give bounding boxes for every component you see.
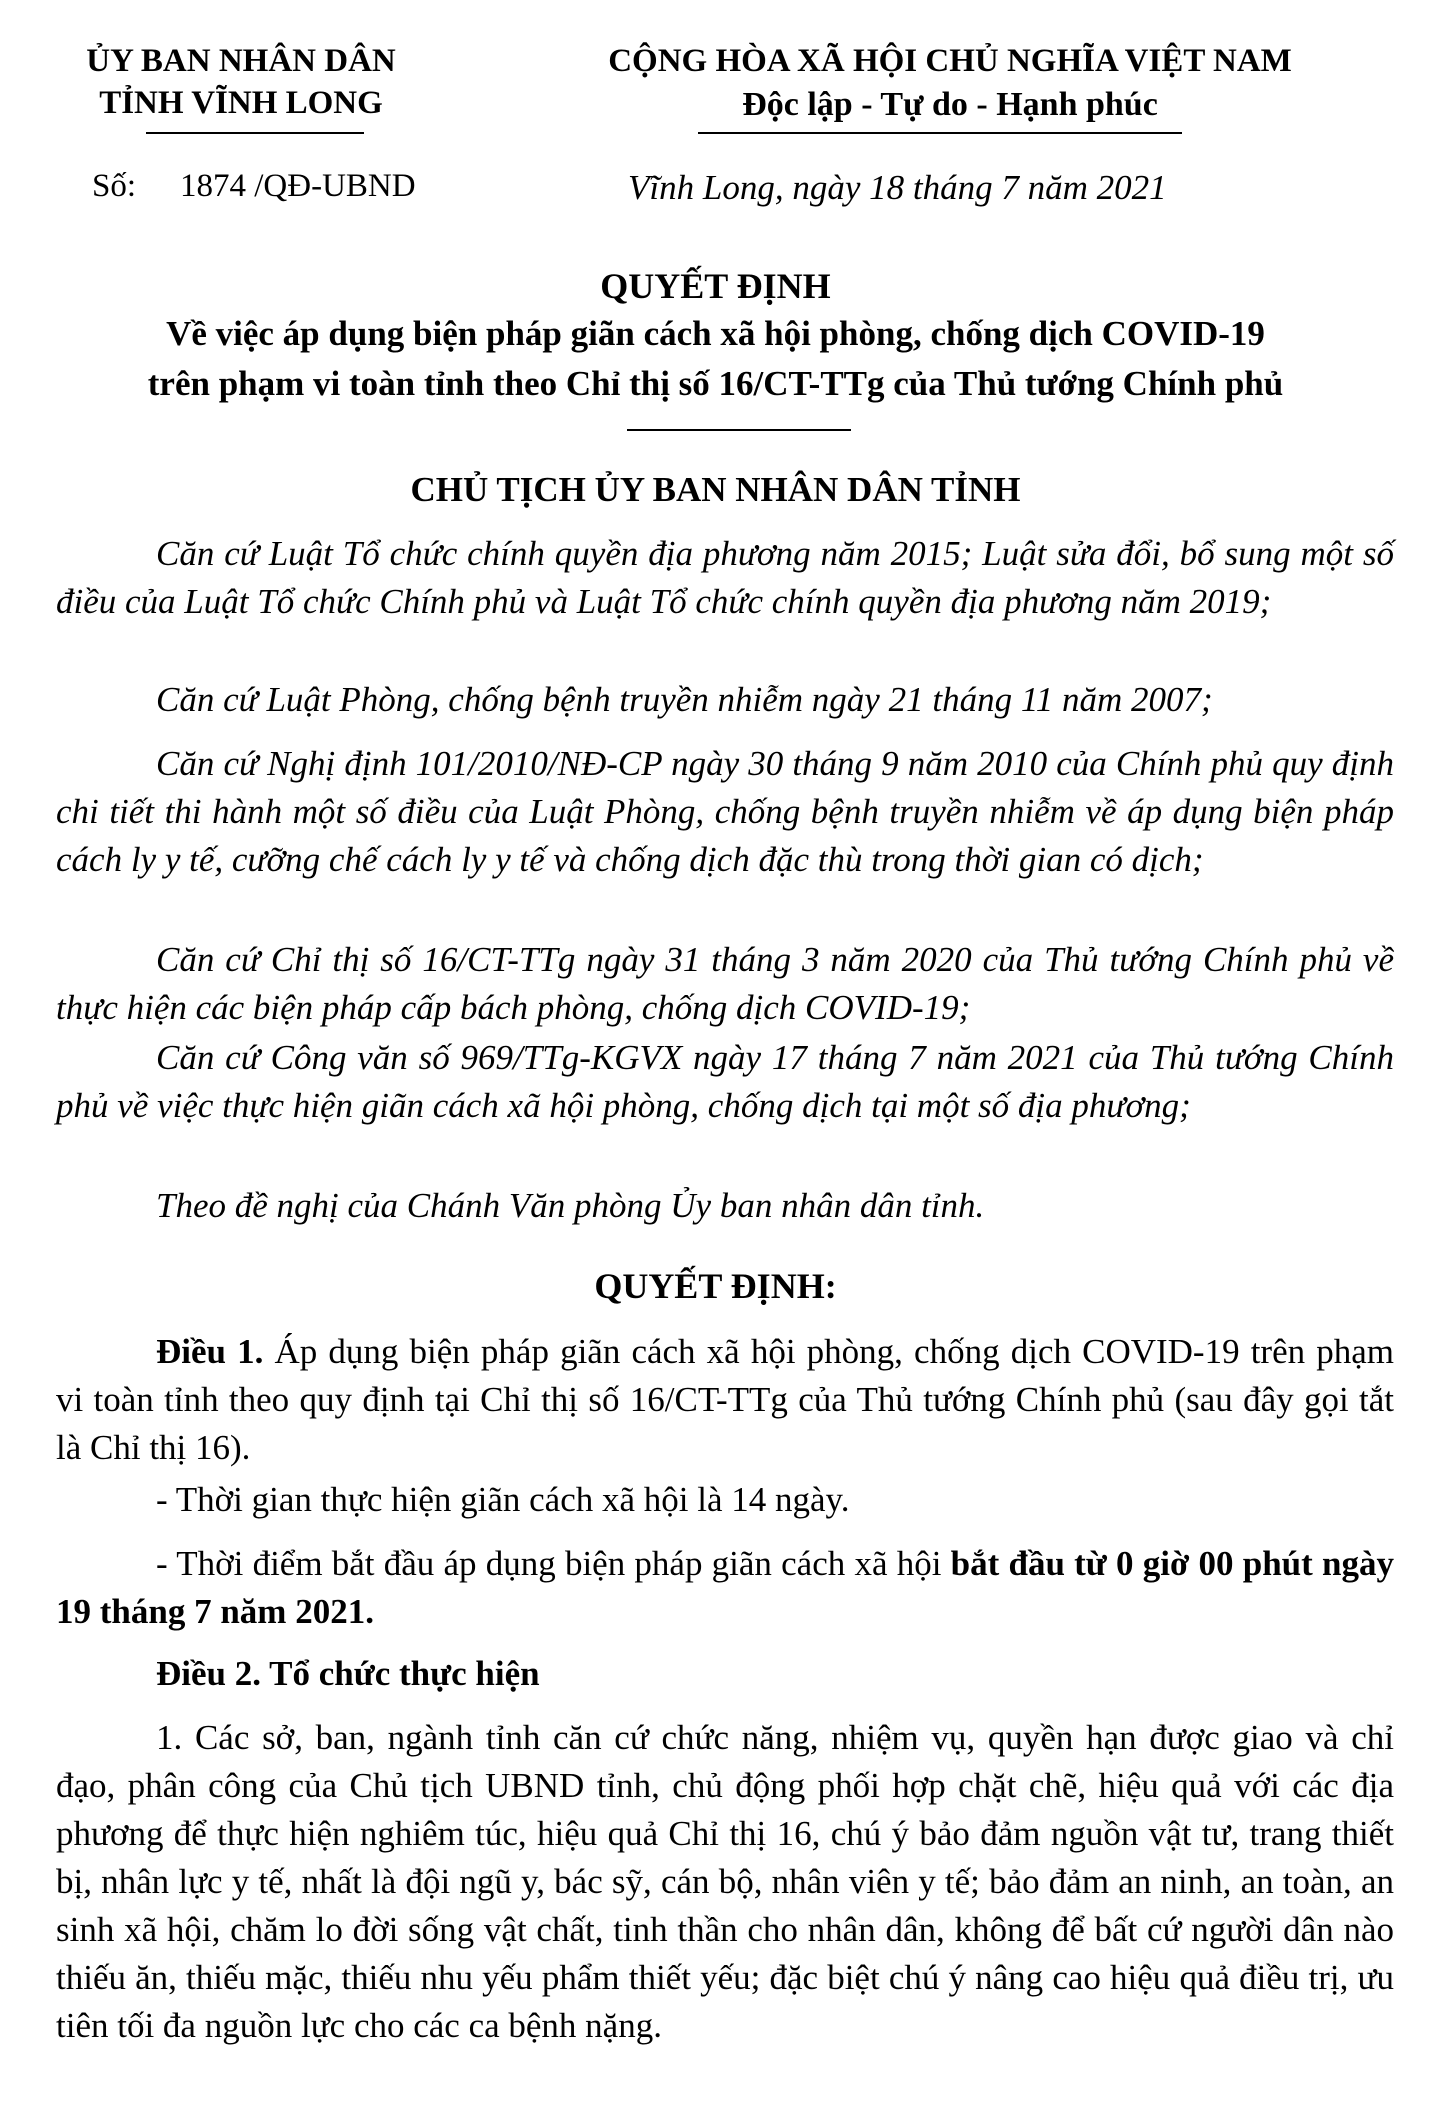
legal-basis-3: Căn cứ Nghị định 101/2010/NĐ-CP ngày 30 tháng 9 năm 2010 của Chính phủ quy định chi tiết thi hành một số điều của Luật Phòng, chống bệnh truyền nhiễm về áp dụng biện pháp cách ly y tế, cưỡng chế cách ly y tế và chống dịch đặc thù trong thời gian có dịch; bbox=[56, 744, 1394, 879]
legal-basis-6: Theo đề nghị của Chánh Văn phòng Ủy ban nhân dân tỉnh. bbox=[156, 1186, 985, 1225]
document-number: 1874 /QĐ-UBND bbox=[180, 168, 416, 204]
article-2-heading: Điều 2. Tổ chức thực hiện bbox=[156, 1654, 540, 1693]
article-1-item2-prefix: - Thời điểm bắt đầu áp dụng biện pháp giãn cách xã hội bbox=[156, 1544, 951, 1583]
nation-motto: Độc lập - Tự do - Hạnh phúc bbox=[742, 86, 1158, 123]
article-1-item2-start-date: bắt đầu từ 0 giờ 00 phút ngày 19 tháng 7 năm 2021. bbox=[56, 1544, 1394, 1631]
document-subject-line1: Về việc áp dụng biện pháp giãn cách xã hội phòng, chống dịch COVID-19 bbox=[166, 314, 1265, 353]
legal-basis-5: Căn cứ Công văn số 969/TTg-KGVX ngày 17 tháng 7 năm 2021 của Thủ tướng Chính phủ về việc thực hiện giãn cách xã hội phòng, chống dịch tại một số địa phương; bbox=[56, 1038, 1394, 1125]
document-type-title: QUYẾT ĐỊNH bbox=[600, 266, 831, 306]
article-1-text: Áp dụng biện pháp giãn cách xã hội phòng, chống dịch COVID-19 trên phạm vi toàn tỉnh theo quy định tại Chỉ thị số 16/CT-TTg của Thủ tướng Chính phủ (sau đây gọi tắt là Chỉ thị 16). bbox=[56, 1332, 1395, 1467]
article-1-item-start-time bbox=[56, 1540, 1394, 1636]
motto-underline bbox=[698, 132, 1182, 134]
document-subject-line2: trên phạm vi toàn tỉnh theo Chỉ thị số 16/CT-TTg của Thủ tướng Chính phủ bbox=[147, 364, 1284, 403]
article-2-clause-1: 1. Các sở, ban, ngành tỉnh căn cứ chức năng, nhiệm vụ, quyền hạn được giao và chỉ đạo, phân công của Chủ tịch UBND tỉnh, chủ động phối hợp chặt chẽ, hiệu quả với các địa phương để thực hiện nghiêm túc, hiệu quả Chỉ thị 16, chú ý bảo đảm nguồn vật tư, trang thiết bị, nhân lực y tế, nhất là đội ngũ y, bác sỹ, cán bộ, nhân viên y tế; bảo đảm an ninh, an toàn, an sinh xã hội, chăm lo đời sống vật chất, tinh thần cho nhân dân, không để bất cứ người dân nào thiếu ăn, thiếu mặc, thiếu nhu yếu phẩm thiết yếu; đặc biệt chú ý nâng cao hiệu quả điều trị, ưu tiên tối đa nguồn lực cho các ca bệnh nặng. bbox=[56, 1718, 1394, 2045]
decision-heading: QUYẾT ĐỊNH: bbox=[594, 1266, 837, 1306]
legal-basis-1: Căn cứ Luật Tổ chức chính quyền địa phương năm 2015; Luật sửa đổi, bổ sung một số điều của Luật Tổ chức Chính phủ và Luật Tổ chức chính quyền địa phương năm 2019; bbox=[56, 534, 1394, 621]
document-number-label: Số: bbox=[92, 168, 137, 204]
place-and-date: Vĩnh Long, ngày 18 tháng 7 năm 2021 bbox=[628, 168, 1167, 207]
title-underline bbox=[627, 429, 851, 431]
article-1-item-duration: - Thời gian thực hiện giãn cách xã hội là 14 ngày. bbox=[156, 1480, 850, 1519]
agency-name-line1: ỦY BAN NHÂN DÂN bbox=[86, 43, 396, 79]
legal-basis-2: Căn cứ Luật Phòng, chống bệnh truyền nhiễm ngày 21 tháng 11 năm 2007; bbox=[156, 680, 1213, 719]
article-1-label: Điều 1. bbox=[156, 1332, 264, 1371]
agency-underline bbox=[146, 132, 364, 134]
agency-name-line2: TỈNH VĨNH LONG bbox=[99, 85, 383, 121]
issuing-authority: CHỦ TỊCH ỦY BAN NHÂN DÂN TỈNH bbox=[410, 470, 1021, 509]
article-1-paragraph bbox=[56, 1328, 1394, 1472]
legal-basis-4: Căn cứ Chỉ thị số 16/CT-TTg ngày 31 tháng 3 năm 2020 của Thủ tướng Chính phủ về thực hiện các biện pháp cấp bách phòng, chống dịch COVID-19; bbox=[56, 940, 1394, 1027]
nation-title: CỘNG HÒA XÃ HỘI CHỦ NGHĨA VIỆT NAM bbox=[608, 43, 1292, 79]
